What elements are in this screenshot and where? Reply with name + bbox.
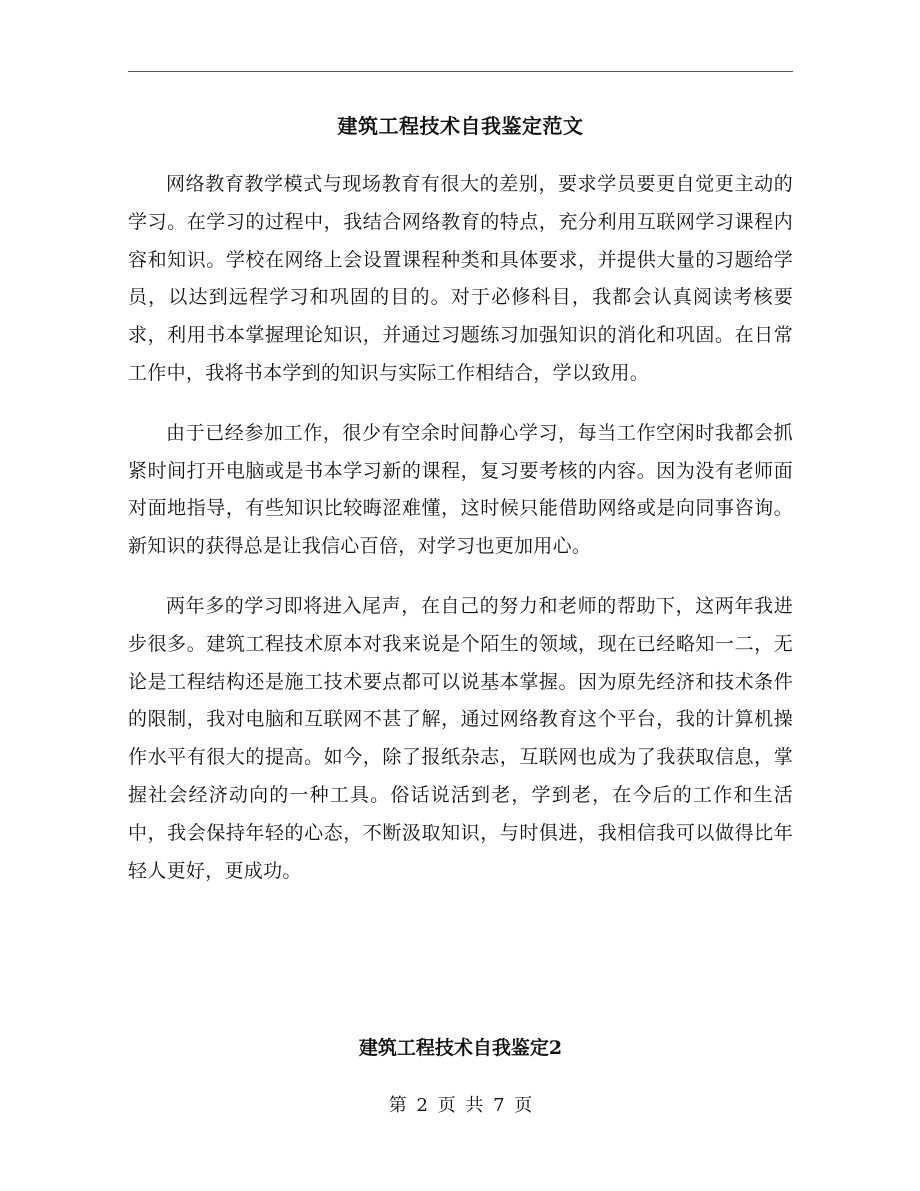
paragraph-3: 两年多的学习即将进入尾声，在自己的努力和老师的帮助下，这两年我进步很多。建筑工程技术原本对我来说是个陌生的领域，现在已经略知一二，无论是工程结构还是施工技术要点都可以说基本掌握。因为原先经济和技术条件的限制，我对电脑和互联网不甚了解，通过网络教育这个平台，我的计算机操作水平有很大的提高。如今，除了报纸杂志，互联网也成为了我获取信息，掌握社会经济动向的一种工具。俗话说活到老，学到老，在今后的工作和生活中，我会保持年轻的心态，不断汲取知识，与时俱进，我相信我可以做得比年轻人更好，更成功。 (128, 594, 793, 882)
paragraph-2: 由于已经参加工作，很少有空余时间静心学习，每当工作空闲时我都会抓紧时间打开电脑或是书本学习新的课程，复习要考核的内容。因为没有老师面对面地指导，有些知识比较晦涩难懂，这时候只能借助网络或是向同事咨询。新知识的获得总是让我信心百倍，对学习也更加用心。 (128, 421, 793, 558)
page-number: 第 2 页 共 7 页 (388, 1095, 533, 1116)
document-body (128, 166, 793, 912)
document-title: 建筑工程技术自我鉴定范文 (337, 114, 584, 138)
header-rule (128, 71, 793, 72)
section-title: 建筑工程技术自我鉴定2 (358, 1037, 563, 1059)
paragraph-1: 网络教育教学模式与现场教育有很大的差别，要求学员要更自觉更主动的学习。在学习的过程中，我结合网络教育的特点，充分利用互联网学习课程内容和知识。学校在网络上会设置课程种类和具体要求，并提供大量的习题给学员，以达到远程学习和巩固的目的。对于必修科目，我都会认真阅读考核要求，利用书本掌握理论知识，并通过习题练习加强知识的消化和巩固。在日常工作中，我将书本学到的知识与实际工作相结合，学以致用。 (128, 173, 793, 384)
